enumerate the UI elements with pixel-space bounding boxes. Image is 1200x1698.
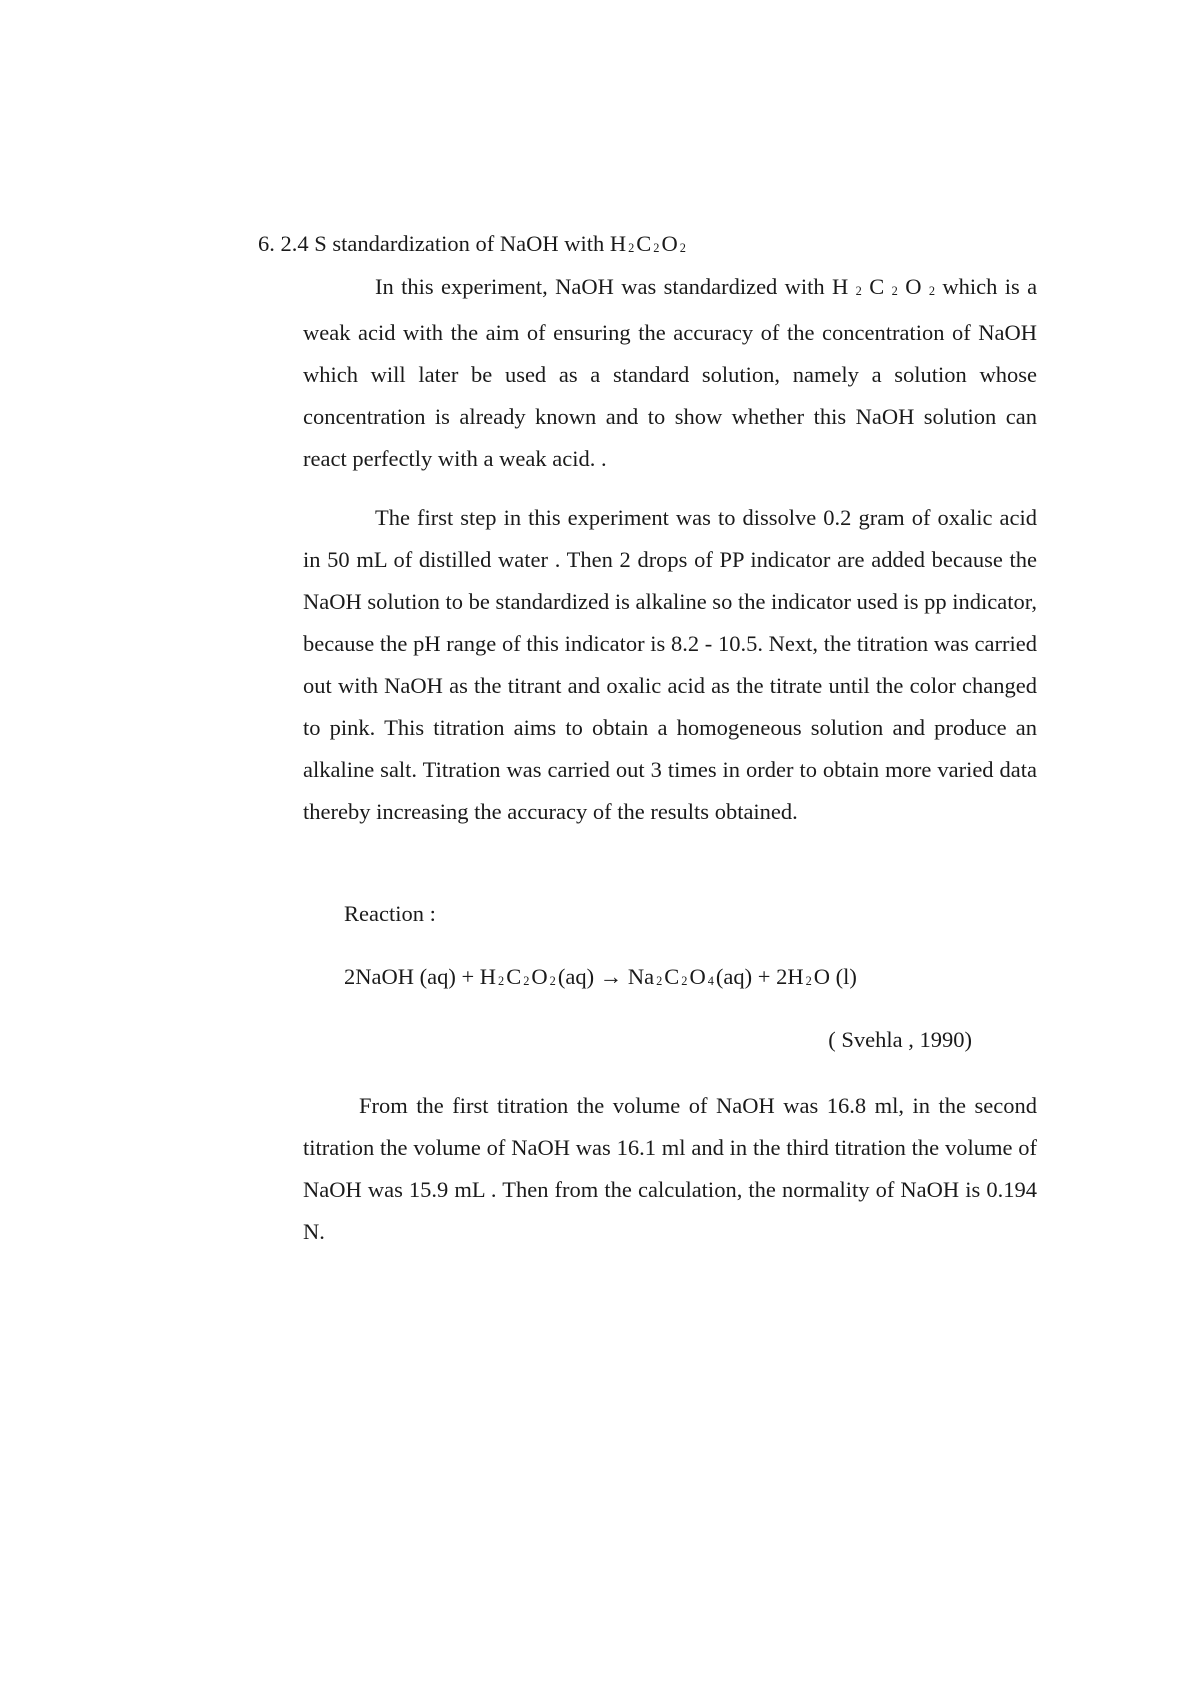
equation-text: 2NaOH (aq) + H xyxy=(344,964,497,989)
paragraph-intro xyxy=(303,266,1037,480)
equation-text: (aq) + 2H xyxy=(715,964,804,989)
paragraph-results xyxy=(303,1085,1037,1253)
paragraph-text: From the first titration the volume of NaOH was 16.8 ml, in the second titration the volume of NaOH was 16.1 ml and in the third titration the volume of NaOH was 15.9 mL . Then from the calculation, the normality of NaOH is 0.194 N. xyxy=(303,1093,1037,1244)
equation-text: C xyxy=(506,964,522,989)
subscript: 4 xyxy=(707,974,714,989)
equation-text: C xyxy=(664,964,680,989)
subscript: 2 xyxy=(653,241,660,256)
paragraph-text: C xyxy=(869,274,885,299)
heading-text: 6. 2.4 S standardization of NaOH with H xyxy=(258,231,627,256)
paragraph-text: The first step in this experiment was to dissolve 0.2 gram of oxalic acid in 50 mL of distilled water . Then 2 drops of PP indicator are added because the NaOH solution to be standardized is alkaline so the indicator used is pp indicator, because the pH range of this indicator is 8.2 - 10.5. Next, the titration was carried out with NaOH as the titrant and oxalic acid as the titrate until the color changed to pink. This titration aims to obtain a homogeneous solution and produce an alkaline salt. Titration was carried out 3 times in order to obtain more varied data thereby increasing the accuracy of the results obtained. xyxy=(303,505,1037,824)
subscript: 2 xyxy=(498,974,505,989)
subscript: 2 xyxy=(805,974,812,989)
heading-text: O xyxy=(661,231,678,256)
equation-text: O xyxy=(689,964,706,989)
subscript: 2 xyxy=(679,241,686,256)
paragraph-procedure xyxy=(303,497,1037,833)
equation-text: O xyxy=(531,964,548,989)
paragraph-text: In this experiment, NaOH was standardized with H xyxy=(375,274,849,299)
subscript: 2 xyxy=(855,284,862,299)
heading-text: C xyxy=(636,231,652,256)
subscript: 2 xyxy=(549,974,556,989)
subscript: 2 xyxy=(656,974,663,989)
equation-text: (aq) → Na xyxy=(557,964,655,989)
reaction-label: Reaction : xyxy=(344,901,436,926)
citation: ( Svehla , 1990) xyxy=(828,1027,972,1052)
paragraph-text: O xyxy=(905,274,922,299)
section-heading xyxy=(258,229,688,263)
subscript: 2 xyxy=(628,241,635,256)
subscript: 2 xyxy=(523,974,530,989)
subscript: 2 xyxy=(928,284,935,299)
subscript: 2 xyxy=(891,284,898,299)
subscript: 2 xyxy=(681,974,688,989)
paragraph-text: which is a weak acid with the aim of ensuring the accuracy of the concentration of NaOH which will later be used as a standard solution, namely a solution whose concentration is already known and to show whether this NaOH solution can react perfectly with a weak acid. . xyxy=(303,274,1038,472)
chemical-equation xyxy=(344,962,857,996)
equation-text: O (l) xyxy=(813,964,857,989)
